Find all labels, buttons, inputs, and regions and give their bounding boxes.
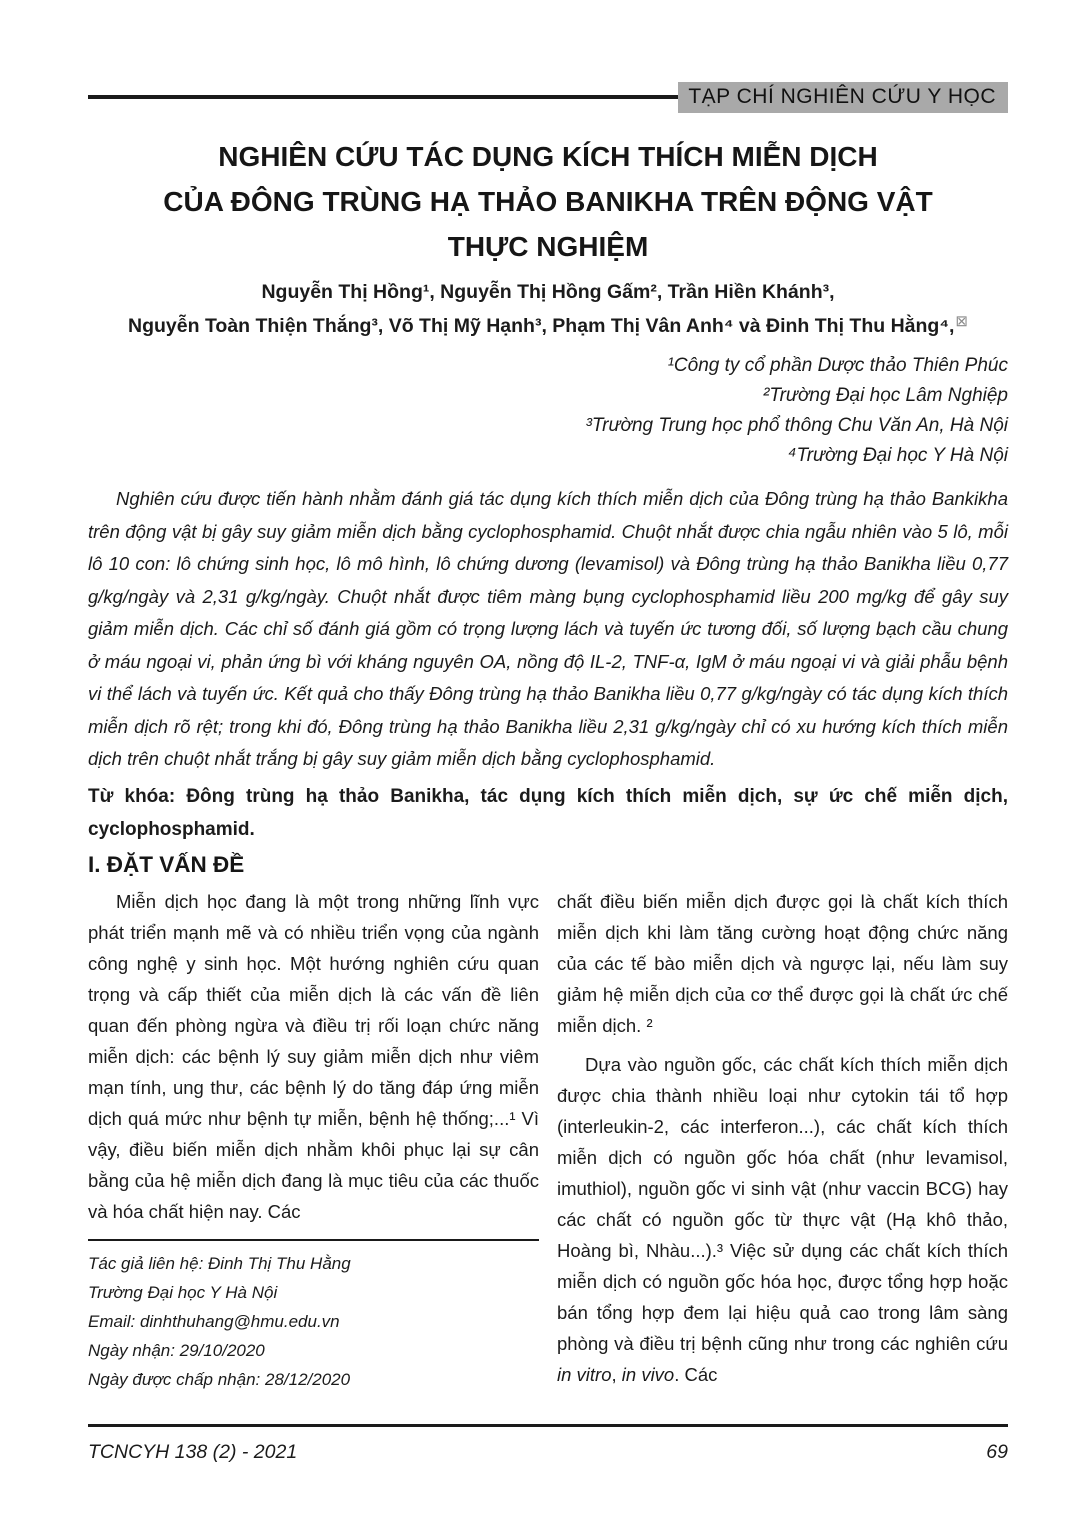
intro-right-paragraph-2: [557, 1049, 1008, 1390]
authors-line-2: [88, 307, 1008, 341]
contact-accepted-date: Ngày được chấp nhận: 28/12/2020: [88, 1369, 351, 1389]
intro-left-paragraph: Miễn dịch học đang là một trong những lĩnh vực phát triển mạnh mẽ và có nhiều triển vọng của ngành công nghệ y sinh học. Một hướng nghiên cứu quan trọng và cấp thiết của miễn dịch là các vấn đề liên quan đến phòng ngừa và điều trị rối loạn chức năng miễn dịch: các bệnh lý suy giảm miễn dịch như viêm mạn tính, ung thư, các bệnh lý do tăng đáp ứng miễn dịch quá mức như bệnh tự miễn, bệnh hệ thống;...¹ Vì vậy, điều biến miễn dịch nhằm khôi phục lại sự cân bằng của hệ miễn dịch đang là mục tiêu của các thuốc và hóa chất hiện nay. Các: [88, 890, 539, 1222]
right-p2-italic-in-vitro: in vitro: [557, 1363, 612, 1385]
contact-received-date: Ngày nhận: 29/10/2020: [88, 1340, 265, 1360]
affiliation-4: ⁴Trường Đại học Y Hà Nội: [788, 445, 1008, 466]
header-rule: [88, 95, 678, 99]
journal-header: [88, 82, 1008, 112]
contact-divider-rule: [88, 1239, 539, 1241]
right-p2-separator: ,: [611, 1363, 622, 1385]
keywords-paragraph: Từ khóa: Đông trùng hạ thảo Banikha, tác dụng kích thích miễn dịch, sự ức chế miễn dịch, cyclophosphamid.: [88, 785, 1008, 840]
contact-email: Email: dinhthuhang@hmu.edu.vn: [88, 1311, 340, 1331]
title-line-1: NGHIÊN CỨU TÁC DỤNG KÍCH THÍCH MIỄN DỊCH: [218, 141, 878, 172]
contact-author: Tác giả liên hệ: Đinh Thị Thu Hằng: [88, 1253, 351, 1273]
right-p2-text-2: . Các: [674, 1363, 718, 1385]
corresponding-author-block: [88, 1249, 539, 1394]
footer-page-number: 69: [986, 1441, 1008, 1463]
affiliation-list: [88, 351, 1008, 471]
left-column: [88, 886, 539, 1394]
authors-line-1: Nguyễn Thị Hồng¹, Nguyễn Thị Hồng Gấm², Trần Hiền Khánh³,: [261, 281, 835, 303]
affiliation-3: ³Trường Trung học phổ thông Chu Văn An, Hà Nội: [585, 415, 1008, 436]
section-heading-introduction: I. ĐẶT VẤN ĐỀ: [88, 851, 245, 877]
intro-right-paragraph-1: chất điều biến miễn dịch được gọi là chất kích thích miễn dịch khi làm tăng cường hoạt động chức năng của các tế bào miễn dịch và ngược lại, nếu làm suy giảm hệ miễn dịch của cơ thể được gọi là chất ức chế miễn dịch. ²: [557, 890, 1008, 1036]
article-title: [88, 134, 1008, 269]
title-line-3: THỰC NGHIỆM: [447, 231, 649, 262]
affiliation-1: ¹Công ty cổ phần Dược thảo Thiên Phúc: [667, 355, 1008, 376]
footer-rule: [88, 1424, 1008, 1427]
journal-name-badge: TẠP CHÍ NGHIÊN CỨU Y HỌC: [678, 82, 1008, 113]
abstract-paragraph: Nghiên cứu được tiến hành nhằm đánh giá tác dụng kích thích miễn dịch của Đông trùng hạ thảo Bankikha trên động vật bị gây suy giảm miễn dịch bằng cyclophosphamid. Chuột nhắt được chia ngẫu nhiên vào 5 lô, mỗi lô 10 con: lô chứng sinh học, lô mô hình, lô chứng dương (levamisol) và Đông trùng hạ thảo Banikha liều 0,77 g/kg/ngày và 2,31 g/kg/ngày. Chuột nhắt được tiêm màng bụng cyclophosphamid liều 200 mg/kg để gây suy giảm miễn dịch. Các chỉ số đánh giá gồm có trọng lượng lách và tuyến ức tương đối, số lượng bạch cầu chung ở máu ngoại vi, phản ứng bì với kháng nguyên OA, nồng độ IL-2, TNF-α, IgM ở máu ngoại vi và giải phẫu bệnh vi thể lách và tuyến ức. Kết quả cho thấy Đông trùng hạ thảo Banikha liều 0,77 g/kg/ngày có tác dụng kích thích miễn dịch rõ rệt; trong khi đó, Đông trùng hạ thảo Banikha liều 2,31 g/kg/ngày chỉ có xu hướng kích thích miễn dịch trên chuột nhắt trắng bị gây suy giảm miễn dịch bằng cyclophosphamid.: [88, 488, 1008, 769]
title-line-2: CỦA ĐÔNG TRÙNG HẠ THẢO BANIKHA TRÊN ĐỘNG VẬT: [163, 186, 933, 217]
page-footer: [88, 1415, 1008, 1520]
right-column: [557, 886, 1008, 1394]
authors-line-2-text: Nguyễn Toàn Thiện Thắng³, Võ Thị Mỹ Hạnh³, Phạm Thị Vân Anh⁴ và Đinh Thị Thu Hằng⁴,: [128, 315, 955, 337]
footer-row: [88, 1441, 1008, 1464]
right-p2-text-1: Dựa vào nguồn gốc, các chất kích thích miễn dịch được chia thành nhiều loại như cytokin tái tổ hợp (interleukin-2, các interferon...), các chất kích thích miễn dịch có nguồn gốc hóa chất (như levamisol, imuthiol), nguồn gốc vi sinh vật (như vaccin BCG) hay các chất có nguồn gốc từ thực vật (Hạ khô thảo, Hoàng bì, Nhàu...).³ Việc sử dụng các chất kích thích miễn dịch có nguồn gốc hóa học, được tổng hợp hoặc bán tổng hợp đem lại hiệu quả cao trong lâm sàng phòng và điều trị bệnh cũng như trong các nghiên cứu: [557, 1053, 1008, 1354]
footer-journal-reference: TCNCYH 138 (2) - 2021: [88, 1441, 298, 1463]
right-p2-italic-in-vivo: in vivo: [621, 1363, 675, 1385]
contact-institution: Trường Đại học Y Hà Nội: [88, 1282, 278, 1302]
envelope-icon: ⊠: [955, 313, 968, 330]
author-list: [88, 277, 1008, 341]
two-column-body: [88, 886, 1008, 1394]
affiliation-2: ²Trường Đại học Lâm Nghiệp: [763, 385, 1008, 406]
